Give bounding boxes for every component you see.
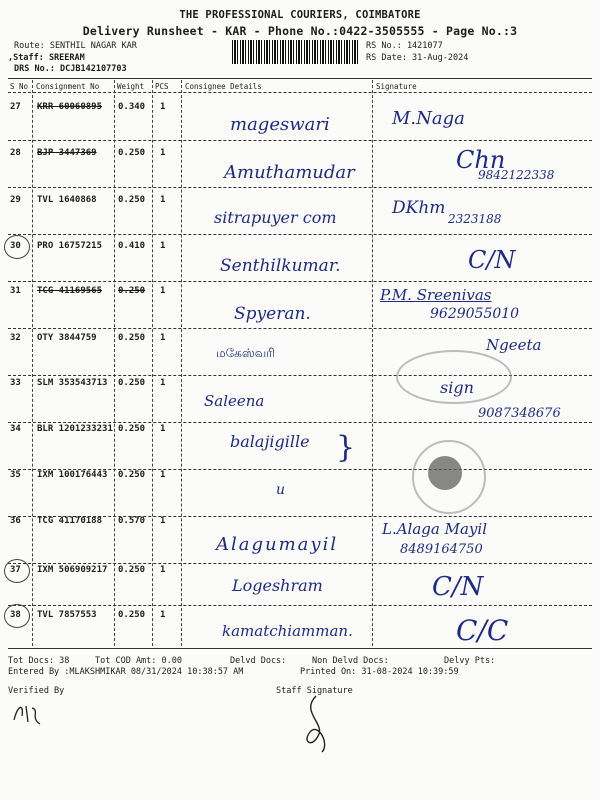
row-signature: C/N	[468, 246, 516, 274]
table-header-divider	[8, 92, 592, 93]
rs-number: RS No.: 1421077	[366, 41, 443, 51]
row-consignee-name: Saleena	[204, 392, 265, 410]
route-label: Route: SENTHIL NAGAR KAR	[14, 41, 137, 51]
row-phone-note: 9629055010	[430, 306, 520, 322]
col-divider	[114, 80, 115, 646]
row-consignment-no: BLR 1201233231	[37, 424, 113, 434]
row-sno: 27	[10, 102, 21, 112]
col-header-signature: Signature	[376, 82, 417, 91]
row-divider	[8, 605, 592, 606]
col-header-consignment: Consignment No	[36, 82, 100, 91]
col-divider	[32, 80, 33, 646]
row-consignment-no: PRO 16757215	[37, 241, 103, 251]
row-phone-note: 2323188	[448, 212, 502, 226]
stamp-logo-icon	[428, 456, 462, 490]
row-weight: 0.250	[118, 565, 146, 575]
total-cod-amount: Tot COD Amt: 0.00	[95, 656, 182, 666]
row-signature: M.Naga	[392, 108, 465, 129]
row-sno: 30	[10, 241, 21, 251]
row-signature: DKhm	[392, 198, 446, 218]
non-delivered-docs: Non Delvd Docs:	[312, 656, 389, 666]
row-consignment-no: KRR 60060895	[37, 102, 103, 112]
row-divider	[8, 422, 592, 423]
row-sno: 37	[10, 565, 21, 575]
row-divider	[8, 281, 592, 282]
delivery-points: Delvy Pts:	[444, 656, 496, 666]
table-bottom-border	[8, 648, 592, 649]
row-signature: C/C	[456, 614, 509, 647]
row-pcs: 1	[160, 378, 166, 388]
row-sno: 33	[10, 378, 21, 388]
row-signature: L.Alaga Mayil	[382, 520, 487, 538]
row-divider	[8, 563, 592, 564]
row-divider	[8, 140, 592, 141]
total-docs: Tot Docs: 38	[8, 656, 70, 666]
row-divider	[8, 328, 592, 329]
row-divider	[8, 187, 592, 188]
company-stamp	[396, 350, 512, 404]
row-consignee-name: u	[276, 482, 286, 498]
col-header-consignee: Consignee Details	[185, 82, 262, 91]
row-consignee-name: Spyeran.	[234, 304, 311, 324]
row-pcs: 1	[160, 516, 166, 526]
row-weight: 0.250	[118, 286, 146, 296]
row-phone-note: 9087348676	[478, 406, 561, 421]
row-consignment-no: TVL 7857553	[37, 610, 97, 620]
barcode	[232, 40, 360, 64]
row-consignment-no: BJP 3447369	[37, 148, 97, 158]
row-consignment-no: TVL 1640868	[37, 195, 97, 205]
row-consignee-name: Alagumayil	[216, 534, 339, 555]
staff-signature-label: Staff Signature	[276, 686, 353, 696]
row-signature: sign	[440, 378, 474, 397]
entered-by: Entered By :MLAKSHMIKAR 08/31/2024 10:38:57 AM	[8, 667, 244, 677]
company-name: THE PROFESSIONAL COURIERS, COIMBATORE	[179, 9, 421, 21]
row-consignment-no: TCG 41170188	[37, 516, 103, 526]
row-sno: 31	[10, 286, 21, 296]
row-sno: 38	[10, 610, 21, 620]
row-consignee-name: balajigille	[230, 432, 310, 451]
row-consignment-no: IXM 506909217	[37, 565, 108, 575]
col-header-weight: Weight	[117, 82, 145, 91]
rs-date: RS Date: 31-Aug-2024	[366, 53, 469, 63]
row-sno: 32	[10, 333, 21, 343]
ditto-bracket: }	[336, 430, 356, 465]
row-pcs: 1	[160, 102, 166, 112]
row-pcs: 1	[160, 286, 166, 296]
row-pcs: 1	[160, 565, 166, 575]
table-top-border	[8, 78, 592, 79]
row-pcs: 1	[160, 195, 166, 205]
row-consignment-no: TCG 41169565	[37, 286, 103, 296]
row-pcs: 1	[160, 610, 166, 620]
row-signature: Ngeeta	[486, 336, 542, 354]
staff-signature	[296, 694, 346, 754]
col-divider	[181, 80, 182, 646]
row-sno: 28	[10, 148, 21, 158]
row-weight: 0.340	[118, 102, 146, 112]
row-signature: C/N	[432, 572, 484, 602]
row-pcs: 1	[160, 470, 166, 480]
col-header-pcs: PCS	[155, 82, 169, 91]
row-consignment-no: OTY 3844759	[37, 333, 97, 343]
runsheet-title: Delivery Runsheet - KAR - Phone No.:0422-3505555 - Page No.:3	[82, 24, 518, 38]
row-phone-note: 8489164750	[400, 542, 483, 557]
row-pcs: 1	[160, 241, 166, 251]
col-divider	[372, 80, 373, 646]
verified-by-label: Verified By	[8, 686, 65, 696]
row-weight: 0.250	[118, 195, 146, 205]
staff-label: ,Staff: SREERAM	[8, 53, 85, 63]
row-sno: 36	[10, 516, 21, 526]
row-pcs: 1	[160, 424, 166, 434]
row-consignment-no: SLM 353543713	[37, 378, 108, 388]
row-consignee-name: மகேஸ்வரி	[216, 346, 275, 360]
verifier-signature	[10, 698, 50, 728]
row-signature: Chn	[456, 146, 506, 174]
col-header-sno: S No	[10, 82, 29, 91]
row-consignee-name: Amuthamudar	[224, 162, 355, 183]
row-consignee-name: mageswari	[230, 114, 330, 135]
row-consignment-no: IXM 100176443	[37, 470, 108, 480]
row-sno: 29	[10, 195, 21, 205]
row-sno: 35	[10, 470, 21, 480]
row-consignee-name: Senthilkumar.	[220, 256, 341, 276]
row-phone-note: 9842122338	[478, 168, 555, 182]
row-weight: 0.250	[118, 470, 146, 480]
row-consignee-name: sitrapuyer com	[214, 208, 337, 227]
printed-on: Printed On: 31-08-2024 10:39:59	[300, 667, 459, 677]
row-consignee-name: Logeshram	[232, 576, 323, 595]
row-weight: 0.250	[118, 424, 146, 434]
row-weight: 0.250	[118, 378, 146, 388]
col-divider	[152, 80, 153, 646]
delivered-docs: Delvd Docs:	[230, 656, 287, 666]
row-weight: 0.250	[118, 333, 146, 343]
row-sno: 34	[10, 424, 21, 434]
row-weight: 0.410	[118, 241, 146, 251]
row-pcs: 1	[160, 148, 166, 158]
row-weight: 0.250	[118, 610, 146, 620]
drs-number: DRS No.: DCJB142107703	[14, 64, 127, 74]
row-pcs: 1	[160, 333, 166, 343]
row-consignee-name: kamatchiamman.	[222, 622, 353, 640]
row-weight: 0.250	[118, 148, 146, 158]
row-divider	[8, 234, 592, 235]
row-weight: 0.570	[118, 516, 146, 526]
row-signature: P.M. Sreenivas	[380, 286, 492, 304]
